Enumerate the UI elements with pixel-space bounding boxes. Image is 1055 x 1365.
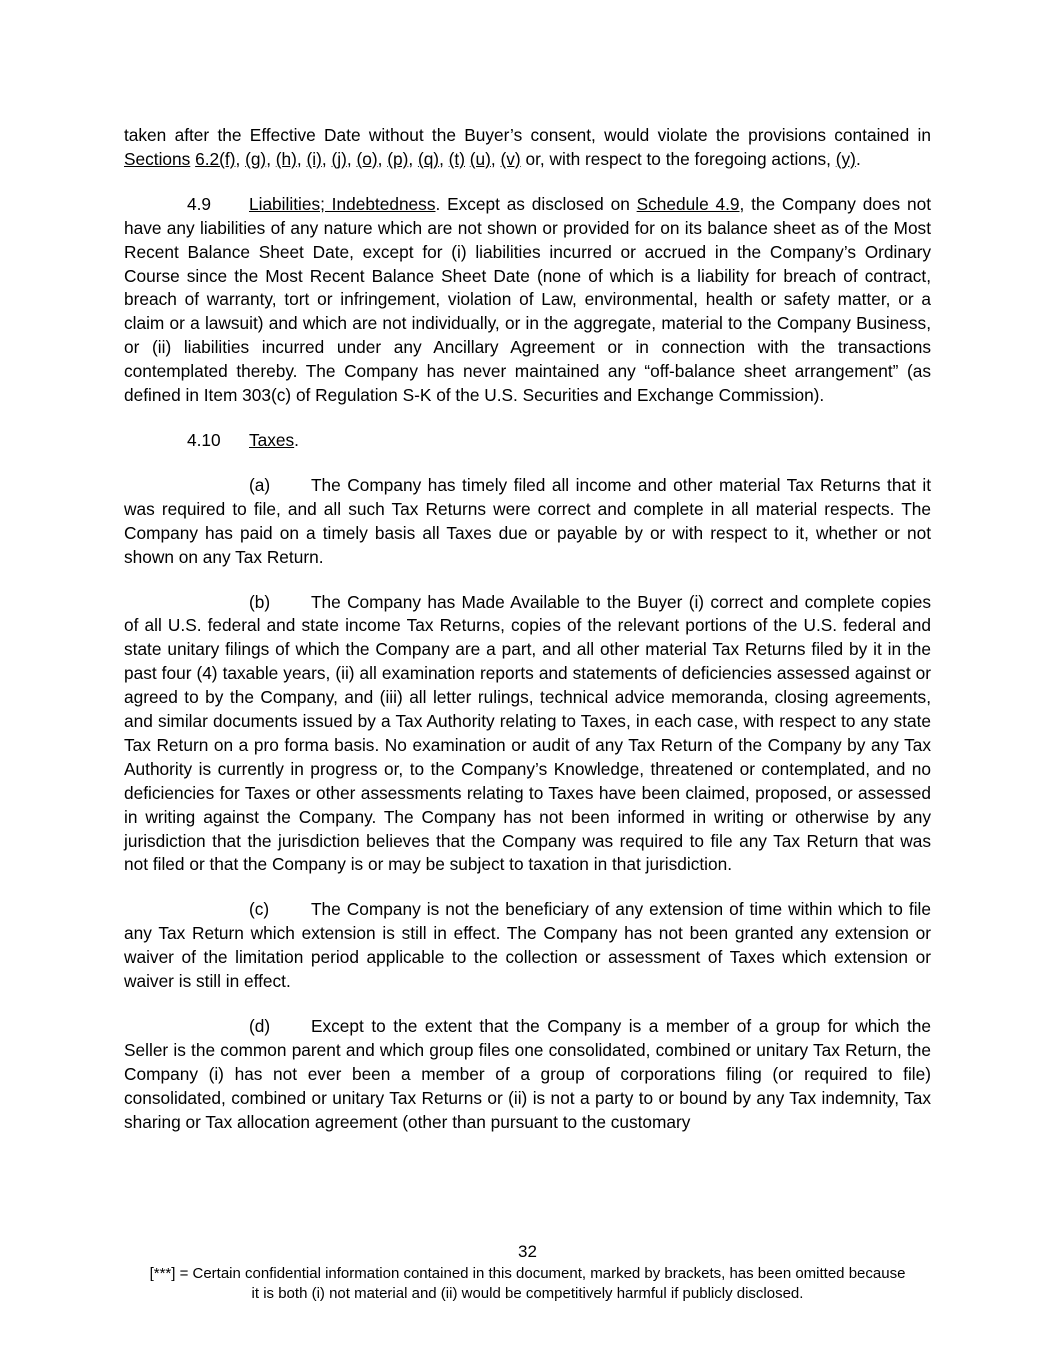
subsection-label: (c): [249, 899, 270, 920]
section-ref: (j): [331, 148, 347, 169]
subsection-text: Except to the extent that the Company is a member of a group for which the Seller is the common parent and which group files one consolidated, combined or unitary Tax Return, the Company (i) has not ever been a member of a group of corporations filing (or required to file) consolidated, combined or unitary Tax Returns or (ii) is not a party to or bound by any Tax indemnity, Tax sharing or Tax allocation agreement (other than pursuant to the customary: [124, 1016, 931, 1132]
section-4-10-heading: 4.10 Taxes.: [124, 429, 931, 453]
section-number: 4.10: [187, 429, 221, 450]
section-heading: Taxes: [249, 429, 295, 450]
section-ref: (p): [387, 148, 409, 169]
subsection-b: [124, 591, 931, 878]
confidentiality-notice-line1: [***] = Certain confidential information contained in this document, marked by brackets, has been omitted because: [149, 1265, 906, 1282]
section-ref: (v): [500, 148, 521, 169]
section-ref: (t): [448, 148, 465, 169]
intro-paragraph: taken after the Effective Date without the Buyer’s consent, would violate the provisions contained in Sections 6.2(f), (g), (h), (i), (j), (o), (p), (q), (t) (u), (v) or, with respect to the foregoing actions, (y).: [124, 125, 931, 169]
subsection-d: [124, 1015, 931, 1135]
schedule-ref: Schedule 4.9: [636, 193, 740, 214]
subsection-label: (d): [249, 1016, 271, 1036]
section-ref: (u): [469, 148, 491, 169]
section-ref: (i): [306, 148, 322, 169]
section-4-9: [124, 193, 931, 408]
subsection-label: (a): [249, 474, 271, 495]
section-ref: (y): [835, 148, 856, 169]
section-ref: 6.2(f): [195, 148, 236, 169]
section-ref: (g): [245, 148, 267, 169]
subsection-c: [124, 898, 931, 994]
subsection-text: The Company is not the beneficiary of any extension of time within which to file any Tax Return which extension is still in effect. The Company has not been granted any extension or waiver of the limitation period applicable to the collection or assessment of Taxes which extension or waiver is still in effect.: [124, 899, 931, 992]
subsection-text: The Company has Made Available to the Buyer (i) correct and complete copies of all U.S. federal and state income Tax Returns, copies of the relevant portions of the U.S. federal and state unitary filings of which the Company are a part, and all other material Tax Returns filed by it in the past four (4) taxable years, (ii) all examination reports and statements of deficiencies assessed against or agreed to by the Company, and (iii) all letter rulings, technical advice memoranda, closing agreements, and similar documents issued by a Tax Authority relating to Taxes, in each case, with respect to any state Tax Return on a pro forma basis. No examination or audit of any Tax Return of the Company by any Tax Authority is currently in progress or, to the Company’s Knowledge, threatened or contemplated, and no deficiencies for Taxes or other assessments relating to Taxes have been claimed, proposed, or assessed in writing against the Company. The Company has not been informed in writing or otherwise by any jurisdiction that the jurisdiction believes that the Company was required to file any Tax Return that was not filed or that the Company is or may be subject to taxation in that jurisdiction.: [124, 591, 931, 875]
subsection-text: The Company has timely filed all income and other material Tax Returns that it was required to file, and all such Tax Returns were correct and complete in all material respects. The Company has paid on a timely basis all Taxes due or payable by or with respect to it, whether or not shown on any Tax Return.: [124, 474, 931, 567]
section-heading: Liabilities; Indebtedness: [249, 193, 436, 214]
page-number: 32: [518, 1242, 537, 1261]
confidentiality-notice-line2: it is both (i) not material and (ii) would be competitively harmful if publicly disclosed.: [251, 1285, 804, 1302]
intro-text: taken after the Effective Date without the Buyer’s consent, would violate the provisions contained in: [124, 125, 931, 145]
sections-label: Sections: [124, 148, 191, 169]
subsection-label: (b): [249, 591, 271, 612]
section-number: 4.9: [187, 193, 212, 214]
document-body: [124, 124, 931, 1135]
section-body: , the Company does not have any liabilities of any nature which are not shown or provided for on its balance sheet as of the Most Recent Balance Sheet Date, except for (i) liabilities incurred or accrued in the Company’s Ordinary Course since the Most Recent Balance Sheet Date (none of which is a liability for breach of contract, breach of warranty, tort or infringement, violation of Law, environmental, health or safety matter, or a claim or a lawsuit) and which are not individually, or in the aggregate, material to the Company Business, or (ii) liabilities incurred under any Ancillary Agreement or in connection with the transactions contemplated thereby. The Company has never maintained any “off-balance sheet arrangement” (as defined in Item 303(c) of Regulation S-K of the U.S. Securities and Exchange Commission).: [124, 193, 931, 406]
section-ref: (o): [356, 148, 378, 169]
intro-text-after: or, with respect to the foregoing actions,: [520, 148, 836, 169]
subsection-a: [124, 474, 931, 570]
section-lead: . Except as disclosed on: [435, 193, 637, 214]
section-ref: (q): [417, 148, 440, 169]
section-ref: (h): [275, 148, 297, 169]
page-footer: [124, 1240, 931, 1304]
